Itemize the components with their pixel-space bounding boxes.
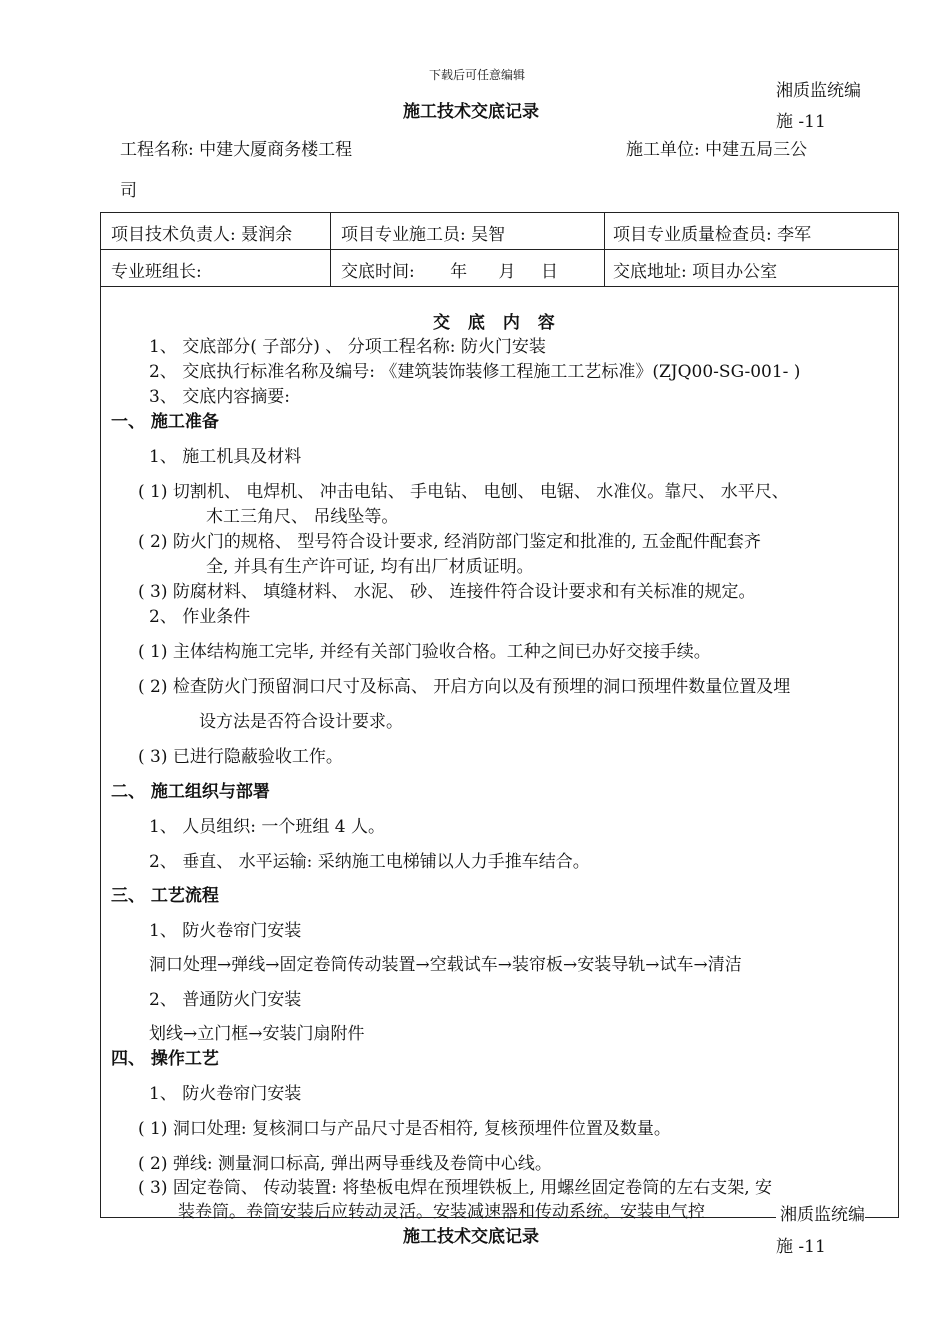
project-value: 中建大厦商务楼工程 (199, 140, 353, 160)
time-month: 月 (498, 262, 516, 282)
row-divider (101, 249, 898, 250)
footer-stamp-line1: 湘质监统编 (776, 1200, 865, 1225)
list-item-cont: 全, 并具有生产许可证, 均有出厂材质证明。 (206, 557, 534, 577)
list-item: ( 2) 检查防火门预留洞口尺寸及标高、 开启方向以及有预埋的洞口预埋件数量位置及埋 (138, 677, 791, 697)
top-note: 下载后可任意编辑 (429, 68, 526, 82)
time-day: 日 (540, 262, 558, 282)
team-leader-cell: 专业班组长: (111, 262, 202, 282)
list-item: ( 3) 固定卷筒、 传动装置: 将垫板电焊在预埋铁板上, 用螺丝固定卷筒的左右支架, 安 (138, 1178, 773, 1198)
section-heading: 三、 工艺流程 (111, 886, 219, 906)
time-year: 年 (450, 262, 468, 282)
list-item: ( 1) 主体结构施工完毕, 并经有关部门验收合格。工种之间已办好交接手续。 (138, 642, 711, 662)
list-item: ( 2) 防火门的规格、 型号符合设计要求, 经消防部门鉴定和批准的, 五金配件配套齐 (138, 532, 761, 552)
section-heading: 二、 施工组织与部署 (111, 782, 270, 802)
content-heading: 交 底 内 容 (433, 313, 561, 333)
col-divider (330, 213, 331, 286)
footer-stamp-line2: 施 -11 (776, 1237, 826, 1257)
intro-item-3: 3、 交底内容摘要: (149, 387, 290, 407)
subsection-heading: 1、 施工机具及材料 (149, 447, 302, 467)
list-item-cont: 木工三角尺、 吊线坠等。 (206, 507, 399, 527)
construction-unit (626, 135, 807, 160)
list-item: ( 3) 防腐材料、 填缝材料、 水泥、 砂、 连接件符合设计要求和有关标准的规定。 (138, 582, 756, 602)
process-flow: 洞口处理→弹线→固定卷筒传动装置→空载试车→装帘板→安装导轨→试车→清洁 (149, 955, 742, 975)
disclosure-time-cell (341, 257, 558, 282)
intro-item-1: 1、 交底部分( 子部分) 、 分项工程名称: 防火门安装 (149, 337, 546, 357)
intro-item-2: 2、 交底执行标准名称及编号: 《建筑装饰装修工程施工工艺标准》(ZJQ00-SG-001- ) (149, 362, 801, 382)
process-flow: 划线→立门框→安装门扇附件 (149, 1024, 365, 1044)
footer-title: 施工技术交底记录 (403, 1227, 539, 1247)
disclosure-table (100, 212, 899, 1222)
list-item: ( 1) 切割机、 电焊机、 冲击电钻、 手电钻、 电刨、 电锯、 水准仪。靠尺、 水平尺、 (138, 482, 789, 502)
subsection-heading: 2、 作业条件 (149, 607, 251, 627)
col-divider (604, 213, 605, 286)
project-label: 工程名称: (120, 140, 194, 160)
subsection-heading: 2、 普通防火门安装 (149, 990, 302, 1010)
list-item: 2、 垂直、 水平运输: 采纳施工电梯铺以人力手推车结合。 (149, 852, 590, 872)
tech-lead-cell: 项目技术负责人: 聂润余 (111, 225, 293, 245)
list-item: ( 2) 弹线: 测量洞口标高, 弹出两导垂线及卷筒中心线。 (138, 1154, 552, 1174)
list-item-cont: 装卷筒。卷筒安装后应转动灵活。安装减速器和传动系统。安装电气控 (178, 1202, 705, 1222)
unit-value: 中建五局三公 (705, 140, 808, 160)
unit-continuation: 司 (120, 181, 137, 201)
list-item: ( 1) 洞口处理: 复核洞口与产品尺寸是否相符, 复核预埋件位置及数量。 (138, 1119, 671, 1139)
list-item: ( 3) 已进行隐蔽验收工作。 (138, 747, 343, 767)
construction-staff-cell: 项目专业施工员: 吴智 (341, 225, 506, 245)
section-heading: 四、 操作工艺 (111, 1049, 219, 1069)
list-item: 1、 人员组织: 一个班组 4 人。 (149, 817, 385, 837)
subsection-heading: 1、 防火卷帘门安装 (149, 921, 302, 941)
disclosure-place-cell: 交底地址: 项目办公室 (613, 262, 778, 282)
page-title: 施工技术交底记录 (403, 102, 539, 122)
row-divider (101, 286, 898, 287)
time-label: 交底时间: (341, 262, 415, 282)
quality-inspector-cell: 项目专业质量检查员: 李军 (613, 225, 812, 245)
unit-label: 施工单位: (626, 140, 700, 160)
list-item-cont: 设方法是否符合设计要求。 (199, 712, 403, 732)
project-name (120, 135, 352, 160)
section-heading: 一、 施工准备 (111, 412, 219, 432)
subsection-heading: 1、 防火卷帘门安装 (149, 1084, 302, 1104)
stamp-line2: 施 -11 (776, 112, 826, 132)
stamp-line1: 湘质监统编 (776, 81, 861, 101)
